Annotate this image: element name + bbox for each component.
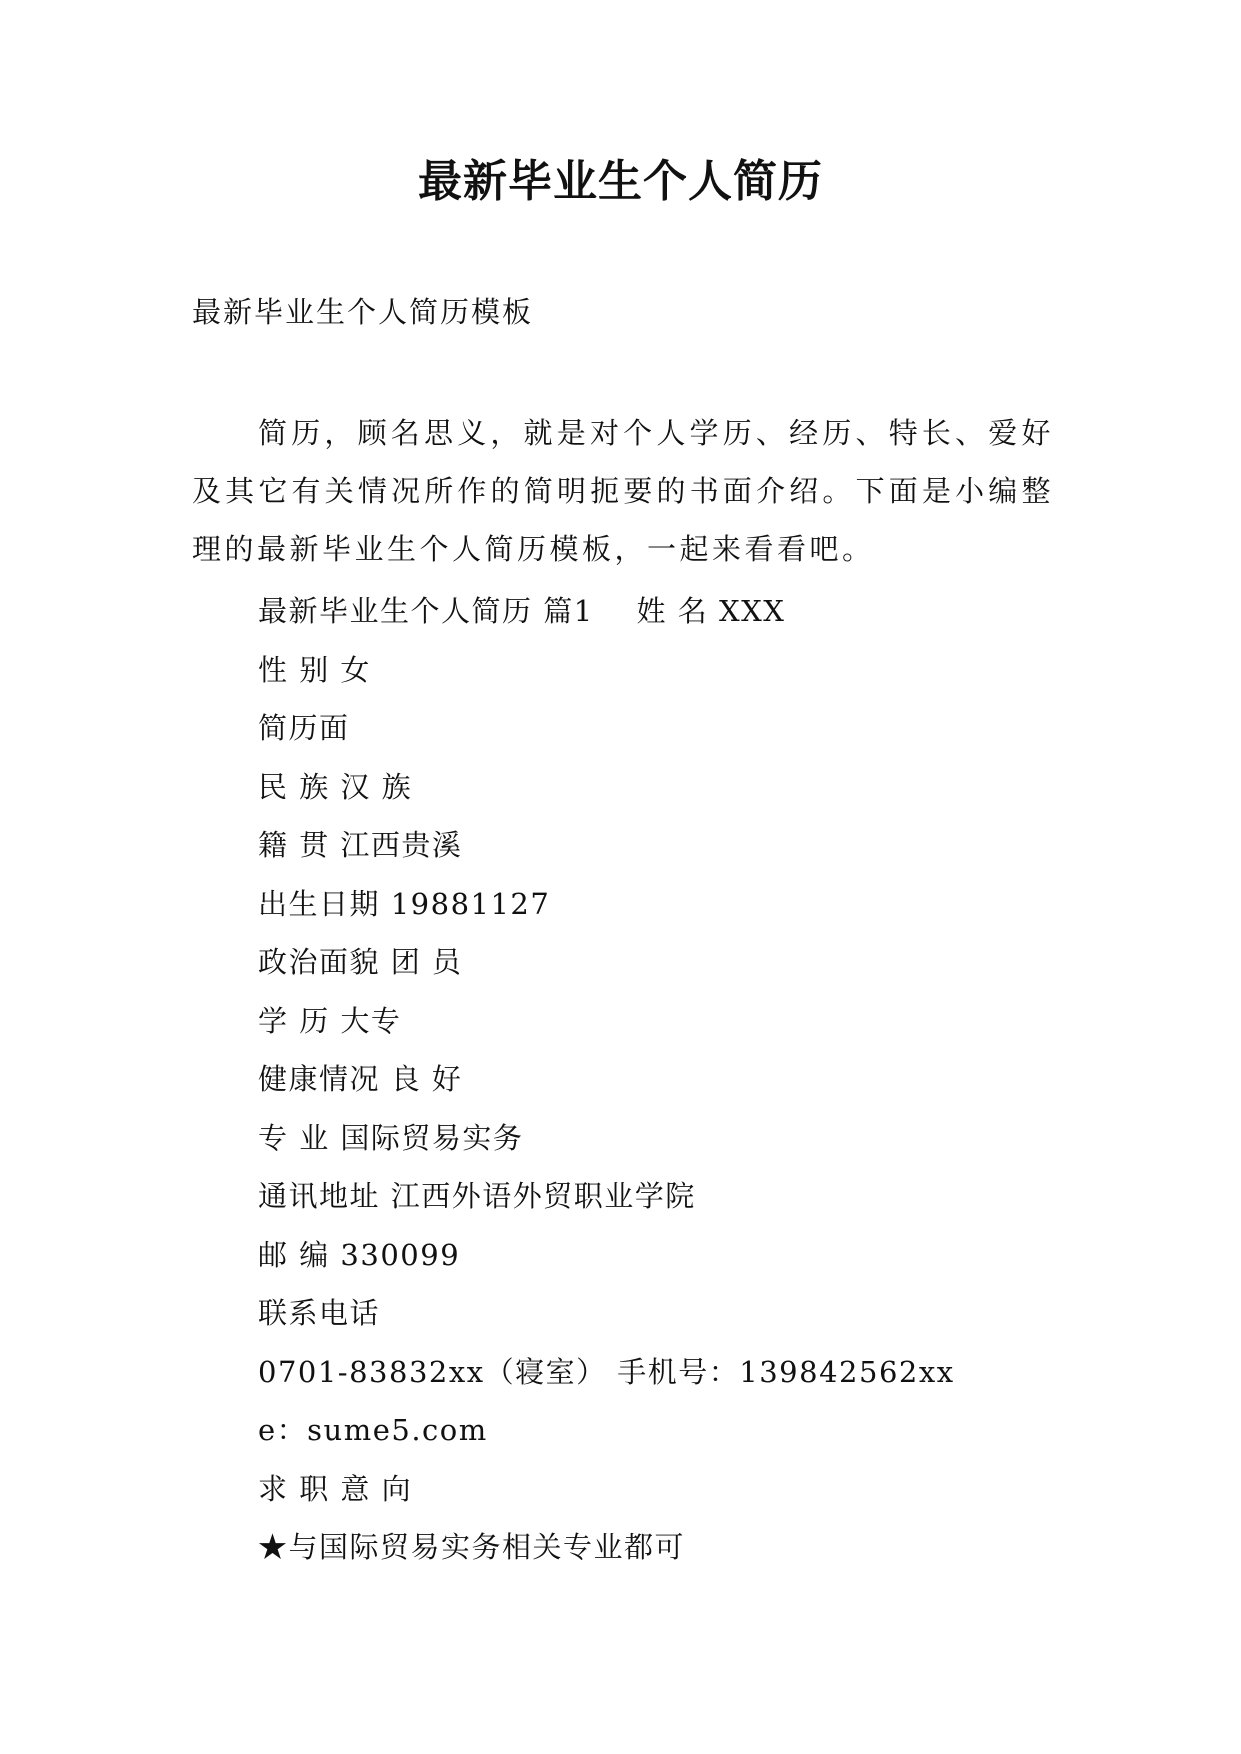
- resume-line-resume-face: 简历面: [258, 711, 350, 745]
- document-subtitle: 最新毕业生个人简历模板: [192, 295, 534, 329]
- resume-line-ethnicity: 民 族 汉 族: [258, 769, 413, 804]
- resume-line-birth-date: 出生日期 19881127: [258, 886, 551, 921]
- resume-line-political-status: 政治面貌 团 员: [258, 945, 463, 979]
- resume-line-major: 专 业 国际贸易实务: [258, 1120, 524, 1155]
- resume-line-postcode: 邮 编 330099: [258, 1237, 461, 1272]
- resume-line-job-intention: 求 职 意 向: [258, 1471, 413, 1506]
- resume-line-education: 学 历 大专: [258, 1003, 402, 1038]
- resume-line-email: e：sume5.com: [258, 1413, 488, 1447]
- resume-line-contact-phone-label: 联系电话: [258, 1296, 381, 1330]
- resume-line-address: 通讯地址 江西外语外贸职业学院: [258, 1179, 696, 1213]
- resume-line-heading-name: 最新毕业生个人简历 篇1 姓 名 XXX: [258, 594, 786, 628]
- resume-field-list: [258, 582, 955, 1577]
- resume-line-gender: 性 别 女: [258, 652, 371, 687]
- intro-paragraph: 简历，顾名思义，就是对个人学历、经历、特长、爱好及其它有关情况所作的简明扼要的书面介绍。下面是小编整理的最新毕业生个人简历模板，一起来看看吧。: [192, 416, 1054, 566]
- resume-line-phone-numbers: 0701-83832xx（寝室） 手机号：139842562xx: [258, 1354, 955, 1389]
- resume-line-health: 健康情况 良 好: [258, 1062, 463, 1096]
- resume-line-native-place: 籍 贯 江西贵溪: [258, 828, 463, 862]
- document-title: 最新毕业生个人简历: [418, 156, 823, 207]
- resume-line-job-target: ★与国际贸易实务相关专业都可: [258, 1530, 686, 1564]
